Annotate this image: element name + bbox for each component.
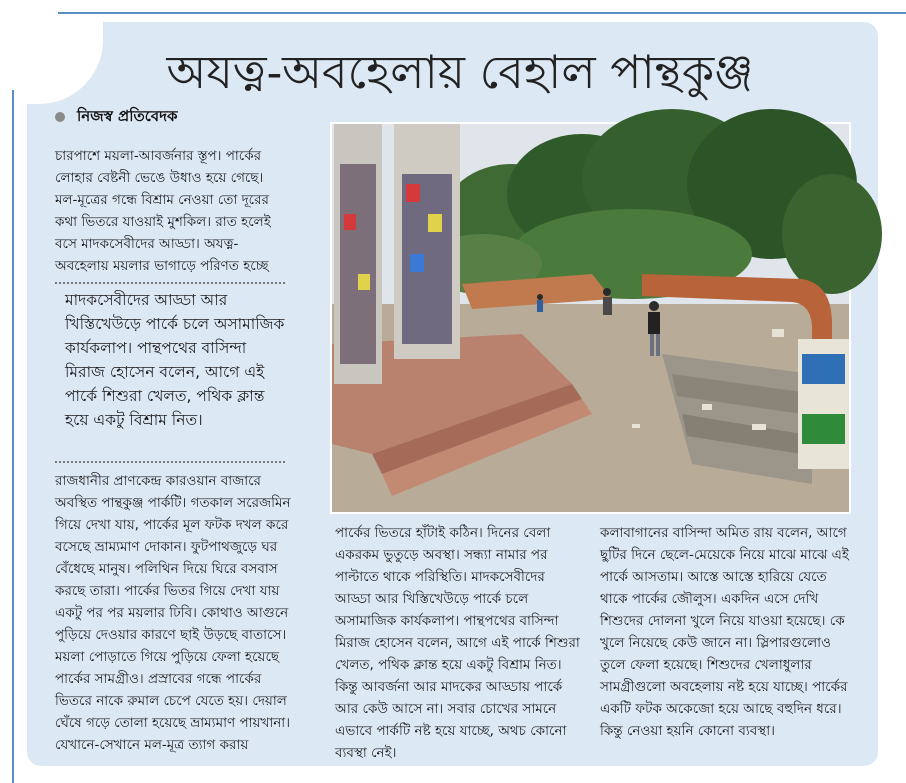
body-column-3: কলাবাগানের বাসিন্দা অমিত রায় বলেন, আগে ছুটির দিনে ছেলে-মেয়েকে নিয়ে মাঝে মাঝে এই পার্কে আসতাম। আস্তে আস্তে হারিয়ে যেতে থাকে পার্কের জৌলুস। একদিন এসে দেখি শিশুদের দোলনা খুলে নিয়ে যাওয়া হয়েছে। কে খুলে নিয়েছে কেউ জানে না। স্লিপারগুলোও তুলে ফেলা হয়েছে। শিশুদের খেলাধুলার সামগ্রীগুলো অবহেলায় নষ্ট হয়ে যাচ্ছে। পার্কের একটি ফটক অকেজো হয়ে আছে বহুদিন ধরে। কিন্তু নেওয়া হয়নি কোনো ব্যবস্থা। [600, 525, 849, 739]
park-photo [330, 122, 851, 514]
body-column-2: পার্কের ভিতরে হাঁটাই কঠিন। দিনের বেলা একরকম ভুতুড়ে অবস্থা। সন্ধ্যা নামার পর পাল্টাতে থাকে পরিস্থিতি। মাদকসেবীদের আড্ডা আর খিস্তিখেউড়ে পার্কে চলে অসামাজিক কার্যকলাপ। পান্থপথের বাসিন্দা মিরাজ হোসেন বলেন, আগে এই পার্কে শিশুরা খেলত, পথিক ক্লান্ত হয়ে একটু বিশ্রাম নিত। কিন্তু আবর্জনা আর মাদকের আড্ডায় পার্কে আর কেউ আসে না। সবার চোখের সামনে এভাবে পার্কটি নষ্ট হয়ে যাচ্ছে, অথচ কোনো ব্যবস্থা নেই। [335, 525, 580, 761]
left-rule [12, 90, 14, 783]
byline-text: নিজস্ব প্রতিবেদক [77, 106, 178, 125]
park-photo-illustration [332, 124, 849, 512]
divider-bottom [55, 461, 285, 463]
headline: অযত্ন-অবহেলায় বেহাল পান্থকুঞ্জ [166, 45, 754, 99]
panel-corner-notch [27, 22, 103, 104]
pull-quote: মাদকসেবীদের আড্ডা আর খিস্তিখেউড়ে পার্কে চলে অসামাজিক কার্যকলাপ। পান্থপথের বাসিন্দা মিরাজ হোসেন বলেন, আগে এই পার্কে শিশুরা খেলত, পথিক ক্লান্ত হয়ে একটু বিশ্রাম নিত। [65, 291, 285, 429]
intro-paragraph: চারপাশে ময়লা-আবর্জনার স্তূপ। পার্কের লোহার বেষ্টনী ভেঙে উধাও হয়ে গেছে। মল-মূত্রের গন্ধে বিশ্রাম নেওয়া তো দূরের কথা ভিতরে যাওয়াই মুশকিল। রাত হলেই বসে মাদকসেবীদের আড্ডা। অযত্ন-অবহেলায় ময়লার ভাগাড়ে পরিণত হচ্ছে [55, 148, 271, 274]
byline [55, 104, 315, 130]
bullet-icon [55, 112, 65, 122]
top-rule [58, 12, 906, 14]
divider-top [55, 282, 285, 284]
pillars [334, 124, 460, 384]
body-column-1: রাজধানীর প্রাণকেন্দ্র কারওয়ান বাজারে অবস্থিত পান্থকুঞ্জ পার্কটি। গতকাল সরেজমিন গিয়ে দেখা যায়, পার্কের মূল ফটক দখল করে বসেছে ভ্রাম্যমাণ দোকান। ফুটপাথজুড়ে ঘর বেঁধেছে মানুষ। পলিথিন দিয়ে ঘিরে বসবাস করছে তারা। পার্কের ভিতর গিয়ে দেখা যায় একটু পর পর ময়লার ঢিবি। কোথাও আগুনে পুড়িয়ে দেওয়ার কারণে ছাই উড়ছে বাতাসে। ময়লা পোড়াতে গিয়ে পুড়িয়ে ফেলা হয়েছে পার্কের সামগ্রীও। প্রস্রাবের গন্ধে পার্কের ভিতরে নাকে রুমাল চেপে যেতে হয়। দেয়াল ঘেঁষে গড়ে তোলা হয়েছে ভ্রাম্যমাণ পায়খানা। যেখানে-সেখানে মল-মূত্র ত্যাগ করায় [55, 473, 291, 753]
